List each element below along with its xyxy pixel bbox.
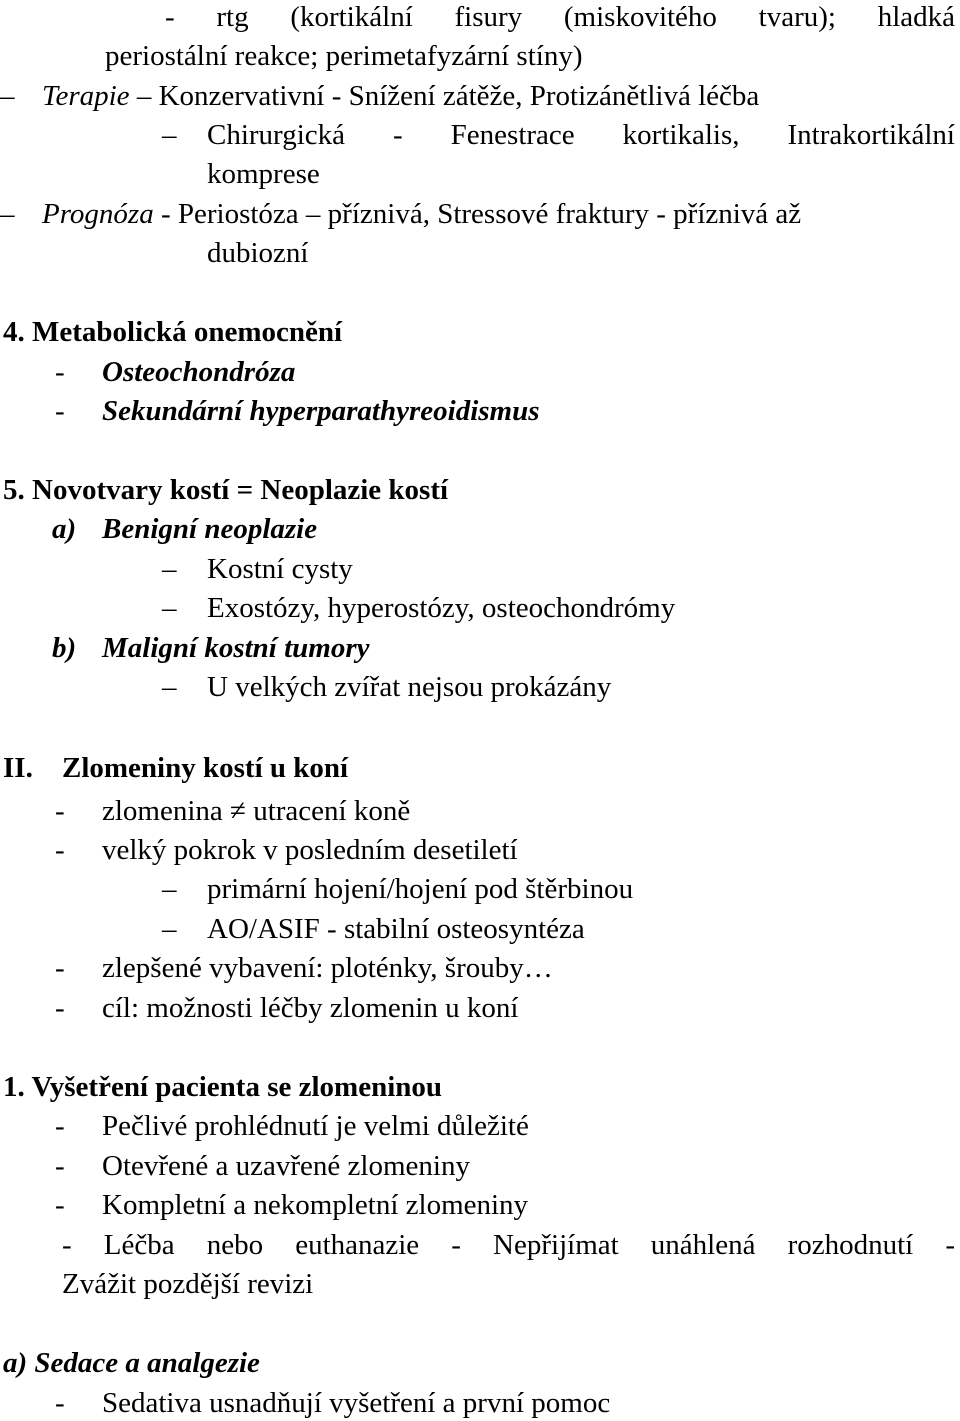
text-line: zlomenina ≠ utracení koně xyxy=(102,795,411,827)
text-line: Chirurgická - Fenestrace kortikalis, Intrakortikální xyxy=(207,119,955,151)
term-label: Prognóza xyxy=(42,198,154,230)
bullet-dash: - xyxy=(55,395,65,427)
bullet-dash: – xyxy=(162,913,177,945)
text-line: Kompletní a nekompletní zlomeniny xyxy=(102,1189,529,1221)
term-text: – Konzervativní - Snížení zátěže, Protizánětlivá léčba xyxy=(129,80,760,112)
bullet-dash: - xyxy=(55,992,65,1024)
chapter-heading: Zlomeniny kostí u koní xyxy=(62,752,349,784)
bullet-dash: - xyxy=(55,356,65,388)
bullet-dash: - xyxy=(55,1150,65,1182)
list-marker: a) xyxy=(52,513,77,545)
bullet-dash: – xyxy=(162,119,177,151)
text-line: primární hojení/hojení pod štěrbinou xyxy=(207,873,634,905)
bullet-dash: – xyxy=(162,873,177,905)
text-line xyxy=(42,81,759,111)
text-line: Sedativa usnadňují vyšetření a první pomoc xyxy=(102,1387,611,1419)
bullet-dash: - xyxy=(55,952,65,984)
text-line xyxy=(42,199,801,229)
text-line: Sekundární hyperparathyreoidismus xyxy=(102,395,540,427)
subheading: Benigní neoplazie xyxy=(102,513,318,545)
text-line: Exostózy, hyperostózy, osteochondrómy xyxy=(207,592,676,624)
list-marker: b) xyxy=(52,632,77,664)
term-text: - Periostóza – příznivá, Stressové fraktury - příznivá až xyxy=(153,198,802,230)
section-heading: 1. Vyšetření pacienta se zlomeninou xyxy=(3,1071,443,1103)
subheading: Maligní kostní tumory xyxy=(102,632,370,664)
text-line: velký pokrok v posledním desetiletí xyxy=(102,834,518,866)
bullet-dash: - xyxy=(55,795,65,827)
text-line: U velkých zvířat nejsou prokázány xyxy=(207,671,612,703)
bullet-dash: - xyxy=(55,1387,65,1419)
text-line: komprese xyxy=(207,158,320,190)
text-line: Pečlivé prohlédnutí je velmi důležité xyxy=(102,1110,529,1142)
text-line: - Léčba nebo euthanazie - Nepřijímat unáhlená rozhodnutí - xyxy=(62,1229,955,1261)
text-line: Otevřené a uzavřené zlomeniny xyxy=(102,1150,470,1182)
section-heading: 5. Novotvary kostí = Neoplazie kostí xyxy=(3,474,449,506)
text-line: Zvážit pozdější revizi xyxy=(62,1268,314,1300)
subheading: a) Sedace a analgezie xyxy=(3,1347,260,1379)
bullet-dash: - xyxy=(55,1110,65,1142)
text-line: Kostní cysty xyxy=(207,553,353,585)
text-line: periostální reakce; perimetafyzární stíny) xyxy=(105,40,583,72)
chapter-number: II. xyxy=(3,752,33,784)
bullet-dash: - xyxy=(55,834,65,866)
bullet-dash: – xyxy=(162,671,177,703)
bullet-dash: – xyxy=(162,592,177,624)
text-line: AO/ASIF - stabilní osteosyntéza xyxy=(207,913,585,945)
term-label: Terapie xyxy=(42,80,130,112)
bullet-dash: – xyxy=(162,553,177,585)
bullet-dash: - xyxy=(55,1189,65,1221)
bullet-dash: – xyxy=(0,198,15,230)
text-line: zlepšené vybavení: ploténky, šrouby… xyxy=(102,952,553,984)
section-heading: 4. Metabolická onemocnění xyxy=(3,316,343,348)
text-line: Osteochondróza xyxy=(102,356,296,388)
text-line: cíl: možnosti léčby zlomenin u koní xyxy=(102,992,519,1024)
text-line: - rtg (kortikální fisury (miskovitého tvaru); hladká xyxy=(165,1,955,33)
text-line: dubiozní xyxy=(207,237,309,269)
bullet-dash: – xyxy=(0,80,15,112)
